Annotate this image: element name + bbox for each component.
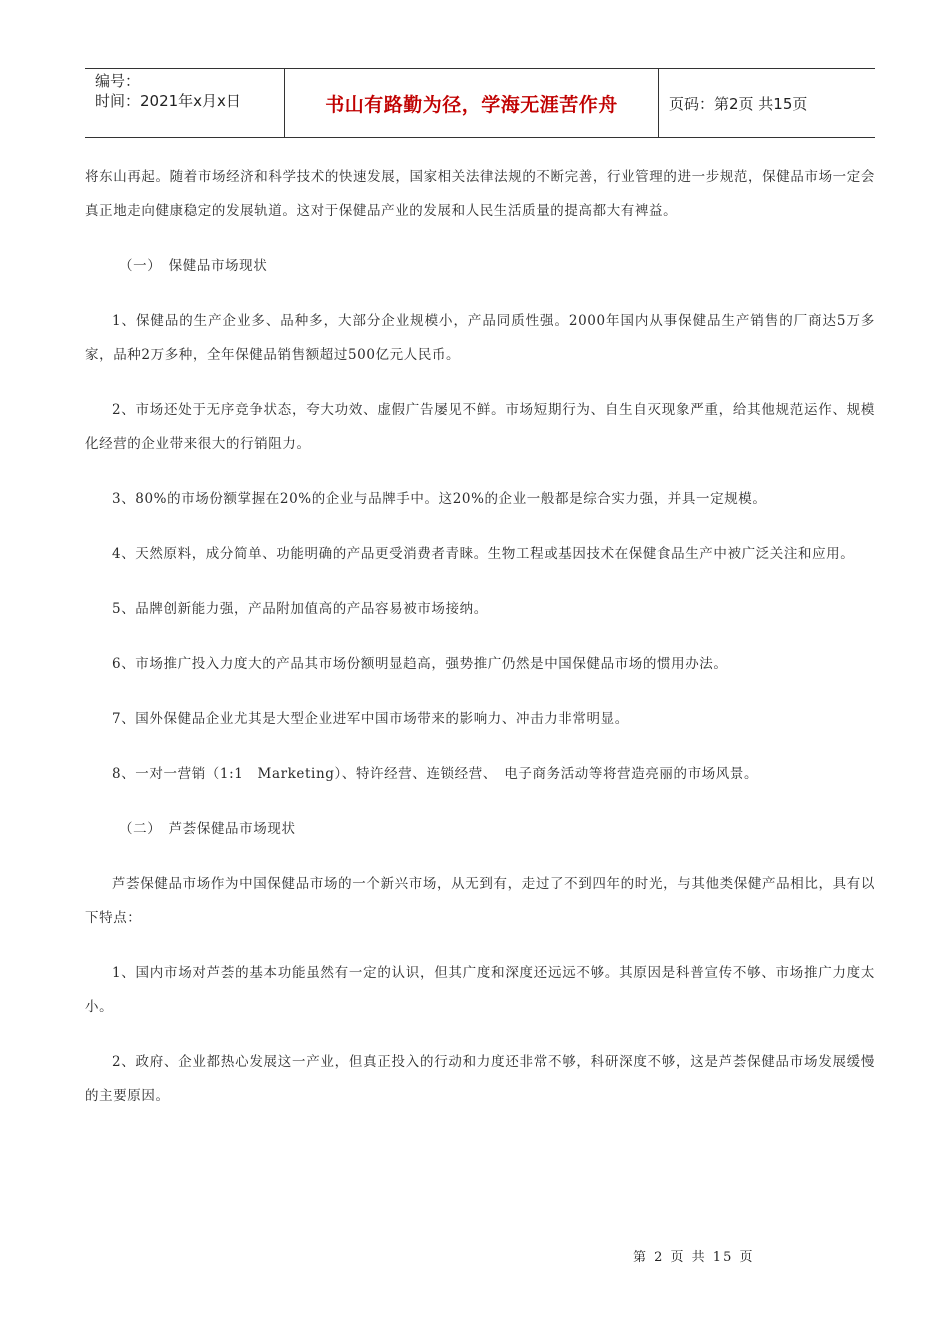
- list-item: 8、一对一营销（1:1 Marketing）、特许经营、连锁经营、 电子商务活动等将营造亮丽的市场风景。: [112, 766, 759, 782]
- page-header: [85, 68, 875, 138]
- list-item: 7、国外保健品企业尤其是大型企业进军中国市场带来的影响力、冲击力非常明显。: [112, 711, 629, 727]
- header-meta: [85, 69, 285, 137]
- list-item: 5、品牌创新能力强，产品附加值高的产品容易被市场接纳。: [112, 601, 488, 617]
- list-item: 2、市场还处于无序竞争状态，夸大功效、虚假广告屡见不鲜。市场短期行为、自生自灭现象严重，给其他规范运作、规模化经营的企业带来很大的行销阻力。: [85, 402, 875, 452]
- page-footer: 第 2 页 共 15 页: [633, 1250, 755, 1265]
- header-page-info: 页码：第2页 共15页: [669, 94, 808, 113]
- section-heading-1: （一） 保健品市场现状: [119, 258, 268, 274]
- paragraph: 将东山再起。随着市场经济和科学技术的快速发展，国家相关法律法规的不断完善，行业管理的进一步规范，保健品市场一定会真正地走向健康稳定的发展轨道。这对于保健品产业的发展和人民生活质量的提高都大有裨益。: [85, 169, 875, 219]
- document-body: [85, 160, 875, 1134]
- paragraph: 芦荟保健品市场作为中国保健品市场的一个新兴市场，从无到有，走过了不到四年的时光，与其他类保健产品相比，具有以下特点：: [85, 876, 875, 926]
- list-item: 2、政府、企业都热心发展这一产业，但真正投入的行动和力度还非常不够，科研深度不够，这是芦荟保健品市场发展缓慢的主要原因。: [85, 1054, 875, 1104]
- list-item: 3、80%的市场份额掌握在20%的企业与品牌手中。这20%的企业一般都是综合实力强，并具一定规模。: [112, 491, 767, 507]
- document-number-label: 编号：: [95, 72, 141, 90]
- list-item: 4、天然原料，成分简单、功能明确的产品更受消费者青睐。生物工程或基因技术在保健食品生产中被广泛关注和应用。: [112, 546, 855, 562]
- header-motto: 书山有路勤为径，学海无涯苦作舟: [285, 69, 659, 137]
- list-item: 1、保健品的生产企业多、品种多，大部分企业规模小，产品同质性强。2000年国内从事保健品生产销售的厂商达5万多家，品种2万多种，全年保健品销售额超过500亿元人民币。: [85, 313, 875, 363]
- list-item: 1、国内市场对芦荟的基本功能虽然有一定的认识，但其广度和深度还远远不够。其原因是科普宣传不够、市场推广力度太小。: [85, 965, 875, 1015]
- document-time-label: 时间：2021年x月x日: [95, 92, 241, 110]
- list-item: 6、市场推广投入力度大的产品其市场份额明显趋高，强势推广仍然是中国保健品市场的惯用办法。: [112, 656, 728, 672]
- section-heading-2: （二） 芦荟保健品市场现状: [119, 821, 296, 837]
